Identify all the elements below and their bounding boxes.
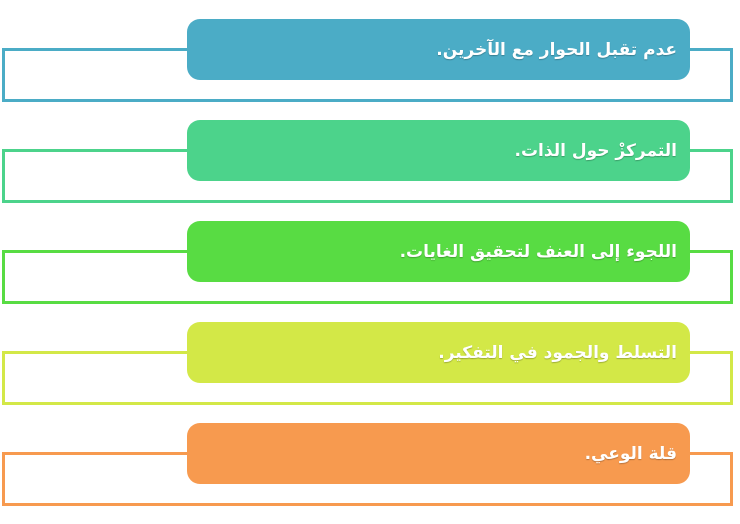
item-pill: [187, 19, 690, 80]
diagram-row: [0, 423, 740, 524]
item-pill: [187, 423, 690, 484]
item-label: التمركزْ حول الذات.: [514, 140, 677, 161]
item-pill: [187, 120, 690, 181]
item-pill: [187, 322, 690, 383]
item-label: التسلط والجمود في التفكير.: [438, 342, 677, 363]
item-label: قلة الوعي.: [584, 443, 677, 464]
item-pill: [187, 221, 690, 282]
diagram-row: [0, 322, 740, 423]
item-label: اللجوء إلى العنف لتحقيق الغايات.: [399, 241, 677, 262]
item-label: عدم تقبل الحوار مع الآخرين.: [436, 39, 677, 60]
diagram-row: [0, 19, 740, 120]
diagram-row: [0, 120, 740, 221]
diagram-row: [0, 221, 740, 322]
